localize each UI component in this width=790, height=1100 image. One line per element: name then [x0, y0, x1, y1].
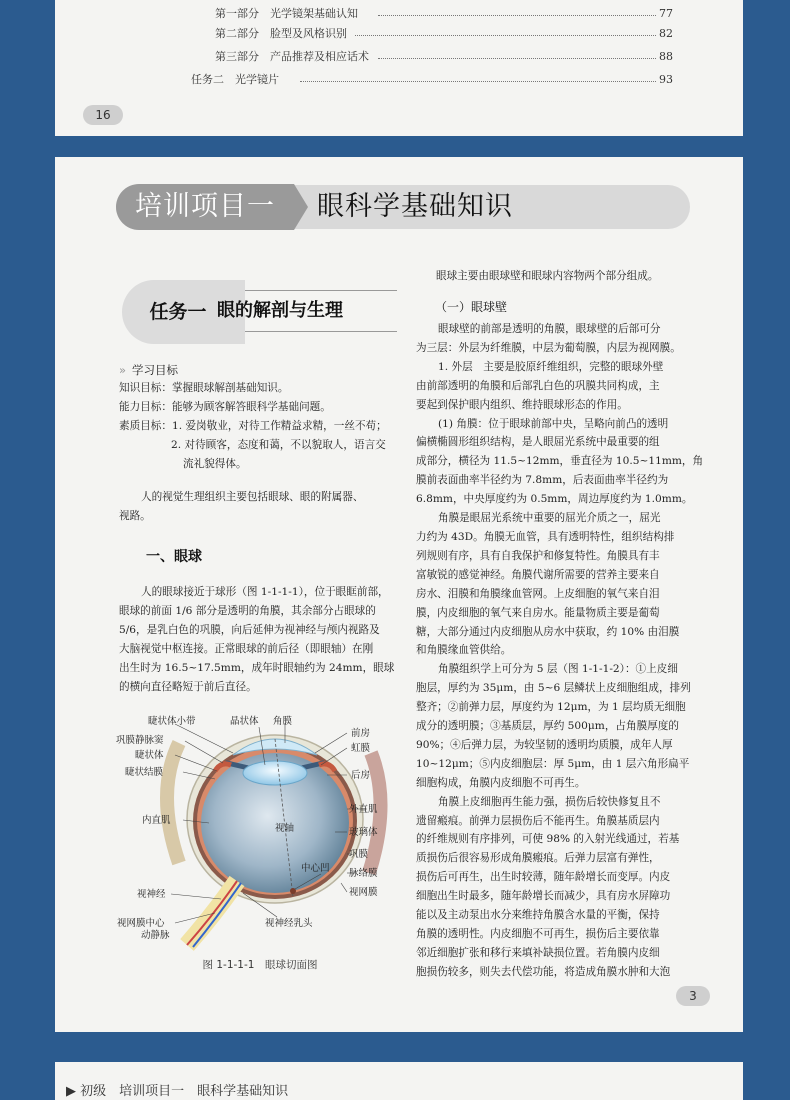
toc-label: 第一部分 光学镜架基础认知 — [215, 7, 358, 20]
text-line: 细胞出生时最多，随年龄增长而减少，具有房水屏障功 — [416, 890, 671, 903]
toc-label: 第二部分 脸型及风格识别 — [215, 27, 347, 40]
text-line: 为三层：外层为纤维膜，中层为葡萄膜，内层为视网膜。 — [416, 341, 681, 354]
text-line: 要起到保护眼内组织、维持眼球形态的作用。 — [416, 398, 628, 411]
text-line: 遗留瘢痕。前弹力层损伤后不能再生。角膜基质层内 — [416, 814, 660, 827]
text-line: 能以及主动泵出水分来维持角膜含水量的平衡，保持 — [416, 909, 660, 922]
project-title: 眼科学基础知识 — [317, 191, 513, 222]
text-line: 成分的透明膜；③基质层，厚约 500μm，占角膜厚度的 — [416, 720, 679, 733]
label-optic-nerve: 视神经 — [137, 889, 166, 900]
text-line: 10~12μm；⑤内皮细胞层：厚 5μm，由 1 层六角形扁平 — [416, 757, 690, 770]
label-cra: 视网膜中心动静脉 — [117, 918, 170, 941]
toc-row[interactable] — [55, 70, 743, 90]
previous-page — [55, 0, 743, 136]
text-line: 的纤维规则有序排列，可使 98% 的入射光线通过，若基 — [416, 833, 680, 846]
text-line: 整齐；②前弹力层，厚度约为 12μm，为 1 层均质无细胞 — [416, 701, 686, 714]
eyeball-paragraph: 人的眼球接近于球形（图 1-1-1-1），位于眼眶前部， 眼球的前面 1/6 部分是透明的角膜，其余部分占眼球的 5/6，是乳白色的巩膜，向后延伸为视神经与颅内视路及 大脑视觉中枢连接。正常眼球的前后径（即眼轴）在刚 出生时为 16.5~17.5mm，成年时眼轴约为 24mm，眼球 的横向直径略短于前后直径。 — [119, 586, 395, 693]
label-iris: 虹膜 — [351, 743, 371, 754]
intro-paragraph: 人的视觉生理组织主要包括眼球、眼的附属器、 视路。 — [119, 491, 364, 522]
text-line: 1. 外层 主要是胶原纤维组织，完整的眼球外壁 — [438, 360, 664, 373]
text-line: 房水、泪膜和角膜缘血管网。上皮细胞的氧气来自泪 — [416, 587, 660, 600]
task-title: 眼的解剖与生理 — [217, 300, 343, 321]
label-lateral-rectus: 外直肌 — [349, 804, 378, 815]
figure-caption: 图 1-1-1-1 眼球切面图 — [202, 959, 318, 971]
text-line: 列规则有序，具有自我保护和修复特性。角膜具有丰 — [416, 549, 660, 562]
page-number: 3 — [676, 986, 710, 1006]
label-zonule: 睫状体小带 — [148, 716, 196, 727]
label-schlemm: 巩膜静脉窦 — [116, 735, 164, 746]
text-line: 膜，内皮细胞的氧气来自房水。能量物质主要是葡萄 — [416, 606, 660, 619]
text-line: (1) 角膜：位于眼球前部中央，呈略向前凸的透明 — [438, 417, 669, 430]
toc-label: 任务二 光学镜片 — [191, 73, 279, 86]
text-line: 和角膜缘血管供给。 — [416, 644, 512, 657]
toc-row[interactable] — [55, 4, 743, 24]
eye-cross-section-diagram — [115, 713, 405, 953]
text-line: 90%；④后弹力层，为较坚韧的透明均质膜，成年人厚 — [416, 738, 673, 751]
subsection-heading: （一）眼球壁 — [435, 300, 508, 314]
text-line: 由前部透明的角膜和后部乳白色的巩膜共同构成，主 — [416, 379, 660, 392]
label-medial-rectus: 内直肌 — [142, 815, 171, 826]
label-vitreous: 玻璃体 — [349, 827, 378, 838]
project-label: 培训项目一 — [116, 184, 294, 230]
page-number: 16 — [83, 105, 123, 125]
goals-heading: » 学习目标 — [119, 363, 179, 377]
right-column-body — [416, 320, 726, 982]
next-page-header: ▶ 初级 培训项目一 眼科学基础知识 — [66, 1084, 289, 1099]
text-line: 6.8mm，中央厚度约为 0.5mm，周边厚度约为 1.0mm。 — [416, 493, 693, 506]
text-line: 糖，大部分通过内皮细胞从房水中获取，约 10% 由泪膜 — [416, 625, 680, 638]
toc-label: 第三部分 产品推荐及相应话术 — [215, 50, 369, 63]
text-line: 膜前表面曲率半径约为 7.8mm，后表面曲率半径约为 — [416, 474, 669, 487]
right-intro: 眼球主要由眼球壁和眼球内容物两个部分组成。 — [436, 270, 659, 282]
label-visual-axis: 视轴 — [275, 823, 295, 834]
toc-row[interactable] — [55, 24, 743, 44]
text-line: 角膜组织学上可分为 5 层（图 1-1-1-2）：①上皮细 — [438, 663, 678, 676]
text-line: 角膜的透明性。内皮细胞不可再生，损伤后主要依靠 — [416, 928, 660, 940]
text-line: 细胞构成，角膜内皮细胞不可再生。 — [416, 776, 586, 789]
text-line: 邻近细胞扩张和移行来填补缺损位置。若角膜内皮细 — [416, 946, 660, 959]
toc-row[interactable] — [55, 47, 743, 67]
text-line: 胞层，厚约为 35μm，由 5~6 层鳞状上皮细胞组成，排列 — [416, 682, 691, 695]
label-conjunctiva: 睫状结膜 — [125, 767, 164, 778]
toc-page: 77 — [659, 7, 673, 20]
text-line: 偏横椭圆形组织结构，是人眼屈光系统中最重要的组 — [416, 436, 660, 449]
label-sclera: 巩膜 — [349, 849, 369, 860]
text-line: 损伤后可再生，出生时较薄，随年龄增长而变厚。内皮 — [416, 871, 671, 884]
label-lens: 晶状体 — [230, 716, 259, 727]
text-line: 角膜是眼屈光系统中重要的屈光介质之一，屈光 — [438, 512, 661, 525]
text-line: 眼球壁的前部是透明的角膜，眼球壁的后部可分 — [438, 323, 661, 335]
text-line: 成部分，横径为 11.5~12mm，垂直径为 10.5~11mm，角 — [416, 455, 704, 468]
text-line: 角膜上皮细胞再生能力强，损伤后较快修复且不 — [438, 795, 661, 808]
task-label: 任务一 — [149, 301, 207, 323]
text-line: 力约为 43D。角膜无血管，具有透明特性，组织结构排 — [416, 530, 675, 543]
label-optic-disc: 视神经乳头 — [265, 918, 313, 929]
label-retina: 视网膜 — [349, 887, 378, 898]
text-line: 富敏锐的感觉神经。角膜代谢所需要的营养主要来自 — [416, 568, 660, 581]
toc-page: 93 — [659, 73, 673, 86]
text-line: 质损伤后很容易形成角膜瘢痕。后弹力层富有弹性， — [416, 852, 660, 865]
label-ciliary-body: 睫状体 — [135, 750, 164, 761]
label-anterior-chamber: 前房 — [351, 728, 371, 739]
label-fovea: 中心凹 — [301, 863, 330, 874]
toc-page: 82 — [659, 27, 673, 40]
medial-rectus-shape — [167, 743, 179, 863]
text-line: 胞损伤较多，则失去代偿功能，将造成角膜水肿和大泡 — [416, 965, 671, 978]
main-page — [55, 157, 743, 1032]
label-choroid: 脉络膜 — [349, 868, 378, 879]
double-chevron-icon: » — [119, 363, 127, 377]
lens-shape — [243, 761, 307, 785]
learning-goals: 知识目标：掌握眼球解剖基础知识。 能力目标：能够为顾客解答眼科学基础问题。 素质目标：1. 爱岗敬业，对待工作精益求精，一丝不苟； 2. 对待顾客，态度和蔼，不以貌取人，语言交 流礼貌得体。 — [119, 382, 387, 470]
section-heading: 一、眼球 — [146, 549, 202, 565]
label-cornea: 角膜 — [273, 716, 293, 727]
toc-page: 88 — [659, 50, 673, 63]
label-posterior-chamber: 后房 — [351, 770, 371, 781]
